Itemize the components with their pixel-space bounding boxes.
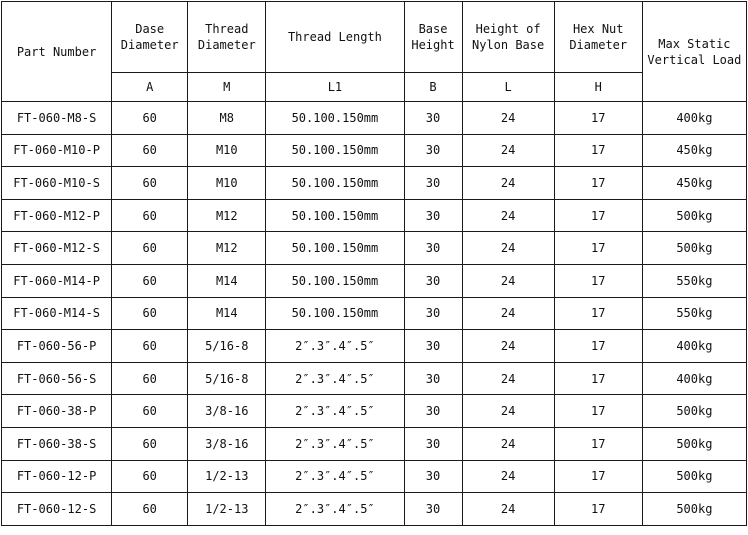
cell-thread-diameter: M14 <box>188 264 266 297</box>
cell-max-load: 400kg <box>642 330 746 363</box>
table-row <box>2 427 747 460</box>
cell-part-number: FT-060-12-P <box>2 460 112 493</box>
cell-nylon-base-height: 24 <box>462 199 554 232</box>
cell-dase-diameter: 60 <box>112 264 188 297</box>
cell-thread-diameter: 1/2-13 <box>188 460 266 493</box>
cell-thread-length: 50.100.150mm <box>266 134 404 167</box>
cell-thread-length: 50.100.150mm <box>266 264 404 297</box>
cell-hex-nut-diameter: 17 <box>554 232 642 265</box>
header-hex-nut-diameter: Hex Nut Diameter <box>554 2 642 73</box>
cell-thread-length: 50.100.150mm <box>266 102 404 135</box>
cell-dase-diameter: 60 <box>112 493 188 526</box>
table-row <box>2 264 747 297</box>
symbol-dase-diameter: A <box>112 73 188 102</box>
cell-max-load: 500kg <box>642 493 746 526</box>
cell-base-height: 30 <box>404 232 462 265</box>
cell-dase-diameter: 60 <box>112 395 188 428</box>
cell-thread-length: 2″.3″.4″.5″ <box>266 460 404 493</box>
cell-part-number: FT-060-M10-P <box>2 134 112 167</box>
table-row <box>2 460 747 493</box>
cell-nylon-base-height: 24 <box>462 395 554 428</box>
cell-max-load: 500kg <box>642 232 746 265</box>
table-body <box>2 102 747 526</box>
header-dase-diameter: Dase Diameter <box>112 2 188 73</box>
cell-part-number: FT-060-38-S <box>2 427 112 460</box>
cell-thread-length: 2″.3″.4″.5″ <box>266 427 404 460</box>
cell-dase-diameter: 60 <box>112 134 188 167</box>
cell-thread-diameter: M12 <box>188 232 266 265</box>
table-row <box>2 167 747 200</box>
cell-nylon-base-height: 24 <box>462 134 554 167</box>
symbol-nylon-base-height: L <box>462 73 554 102</box>
header-base-height: Base Height <box>404 2 462 73</box>
cell-hex-nut-diameter: 17 <box>554 362 642 395</box>
cell-max-load: 450kg <box>642 167 746 200</box>
cell-thread-length: 50.100.150mm <box>266 297 404 330</box>
cell-part-number: FT-060-M12-S <box>2 232 112 265</box>
cell-thread-length: 50.100.150mm <box>266 199 404 232</box>
cell-part-number: FT-060-M10-S <box>2 167 112 200</box>
cell-thread-diameter: 1/2-13 <box>188 493 266 526</box>
cell-nylon-base-height: 24 <box>462 460 554 493</box>
cell-thread-length: 2″.3″.4″.5″ <box>266 493 404 526</box>
cell-base-height: 30 <box>404 199 462 232</box>
cell-dase-diameter: 60 <box>112 427 188 460</box>
header-thread-diameter: Thread Diameter <box>188 2 266 73</box>
cell-hex-nut-diameter: 17 <box>554 460 642 493</box>
cell-thread-diameter: 5/16-8 <box>188 330 266 363</box>
cell-hex-nut-diameter: 17 <box>554 330 642 363</box>
table-row <box>2 362 747 395</box>
cell-max-load: 400kg <box>642 102 746 135</box>
cell-dase-diameter: 60 <box>112 460 188 493</box>
table-row <box>2 102 747 135</box>
cell-max-load: 500kg <box>642 427 746 460</box>
cell-thread-diameter: M10 <box>188 167 266 200</box>
symbol-thread-length: L1 <box>266 73 404 102</box>
cell-dase-diameter: 60 <box>112 297 188 330</box>
cell-hex-nut-diameter: 17 <box>554 167 642 200</box>
cell-nylon-base-height: 24 <box>462 362 554 395</box>
cell-max-load: 550kg <box>642 297 746 330</box>
cell-hex-nut-diameter: 17 <box>554 199 642 232</box>
cell-base-height: 30 <box>404 134 462 167</box>
cell-hex-nut-diameter: 17 <box>554 493 642 526</box>
cell-thread-length: 50.100.150mm <box>266 232 404 265</box>
cell-thread-diameter: M14 <box>188 297 266 330</box>
cell-nylon-base-height: 24 <box>462 330 554 363</box>
cell-hex-nut-diameter: 17 <box>554 427 642 460</box>
table-row <box>2 297 747 330</box>
cell-thread-diameter: M10 <box>188 134 266 167</box>
cell-part-number: FT-060-38-P <box>2 395 112 428</box>
cell-hex-nut-diameter: 17 <box>554 102 642 135</box>
cell-part-number: FT-060-M14-S <box>2 297 112 330</box>
cell-base-height: 30 <box>404 297 462 330</box>
cell-nylon-base-height: 24 <box>462 102 554 135</box>
symbol-thread-diameter: M <box>188 73 266 102</box>
cell-max-load: 450kg <box>642 134 746 167</box>
cell-thread-diameter: 3/8-16 <box>188 395 266 428</box>
cell-nylon-base-height: 24 <box>462 232 554 265</box>
cell-thread-length: 2″.3″.4″.5″ <box>266 330 404 363</box>
cell-dase-diameter: 60 <box>112 199 188 232</box>
cell-dase-diameter: 60 <box>112 362 188 395</box>
cell-part-number: FT-060-M12-P <box>2 199 112 232</box>
cell-base-height: 30 <box>404 460 462 493</box>
spec-table <box>1 1 747 526</box>
cell-part-number: FT-060-M14-P <box>2 264 112 297</box>
header-nylon-base-height: Height of Nylon Base <box>462 2 554 73</box>
cell-thread-length: 50.100.150mm <box>266 167 404 200</box>
cell-thread-length: 2″.3″.4″.5″ <box>266 395 404 428</box>
cell-part-number: FT-060-12-S <box>2 493 112 526</box>
cell-max-load: 400kg <box>642 362 746 395</box>
symbol-base-height: B <box>404 73 462 102</box>
table-row <box>2 199 747 232</box>
cell-base-height: 30 <box>404 362 462 395</box>
table-row <box>2 330 747 363</box>
cell-thread-diameter: M8 <box>188 102 266 135</box>
cell-hex-nut-diameter: 17 <box>554 395 642 428</box>
cell-base-height: 30 <box>404 493 462 526</box>
table-row <box>2 232 747 265</box>
table-row <box>2 134 747 167</box>
cell-thread-diameter: M12 <box>188 199 266 232</box>
cell-hex-nut-diameter: 17 <box>554 264 642 297</box>
cell-dase-diameter: 60 <box>112 167 188 200</box>
cell-max-load: 500kg <box>642 199 746 232</box>
cell-nylon-base-height: 24 <box>462 167 554 200</box>
symbol-hex-nut-diameter: H <box>554 73 642 102</box>
cell-base-height: 30 <box>404 395 462 428</box>
cell-hex-nut-diameter: 17 <box>554 297 642 330</box>
header-thread-length: Thread Length <box>266 2 404 73</box>
cell-base-height: 30 <box>404 330 462 363</box>
cell-base-height: 30 <box>404 102 462 135</box>
cell-thread-diameter: 3/8-16 <box>188 427 266 460</box>
header-part-number: Part Number <box>2 2 112 102</box>
table-row <box>2 493 747 526</box>
cell-thread-length: 2″.3″.4″.5″ <box>266 362 404 395</box>
cell-base-height: 30 <box>404 264 462 297</box>
symbol-row <box>2 73 747 102</box>
cell-nylon-base-height: 24 <box>462 264 554 297</box>
cell-part-number: FT-060-56-S <box>2 362 112 395</box>
table-row <box>2 395 747 428</box>
cell-hex-nut-diameter: 17 <box>554 134 642 167</box>
cell-nylon-base-height: 24 <box>462 297 554 330</box>
cell-max-load: 500kg <box>642 395 746 428</box>
cell-nylon-base-height: 24 <box>462 427 554 460</box>
header-row <box>2 2 747 73</box>
cell-max-load: 500kg <box>642 460 746 493</box>
header-max-load: Max Static Vertical Load <box>642 2 746 102</box>
cell-base-height: 30 <box>404 167 462 200</box>
cell-base-height: 30 <box>404 427 462 460</box>
cell-dase-diameter: 60 <box>112 330 188 363</box>
cell-part-number: FT-060-M8-S <box>2 102 112 135</box>
cell-dase-diameter: 60 <box>112 232 188 265</box>
cell-thread-diameter: 5/16-8 <box>188 362 266 395</box>
cell-max-load: 550kg <box>642 264 746 297</box>
cell-part-number: FT-060-56-P <box>2 330 112 363</box>
cell-dase-diameter: 60 <box>112 102 188 135</box>
cell-nylon-base-height: 24 <box>462 493 554 526</box>
